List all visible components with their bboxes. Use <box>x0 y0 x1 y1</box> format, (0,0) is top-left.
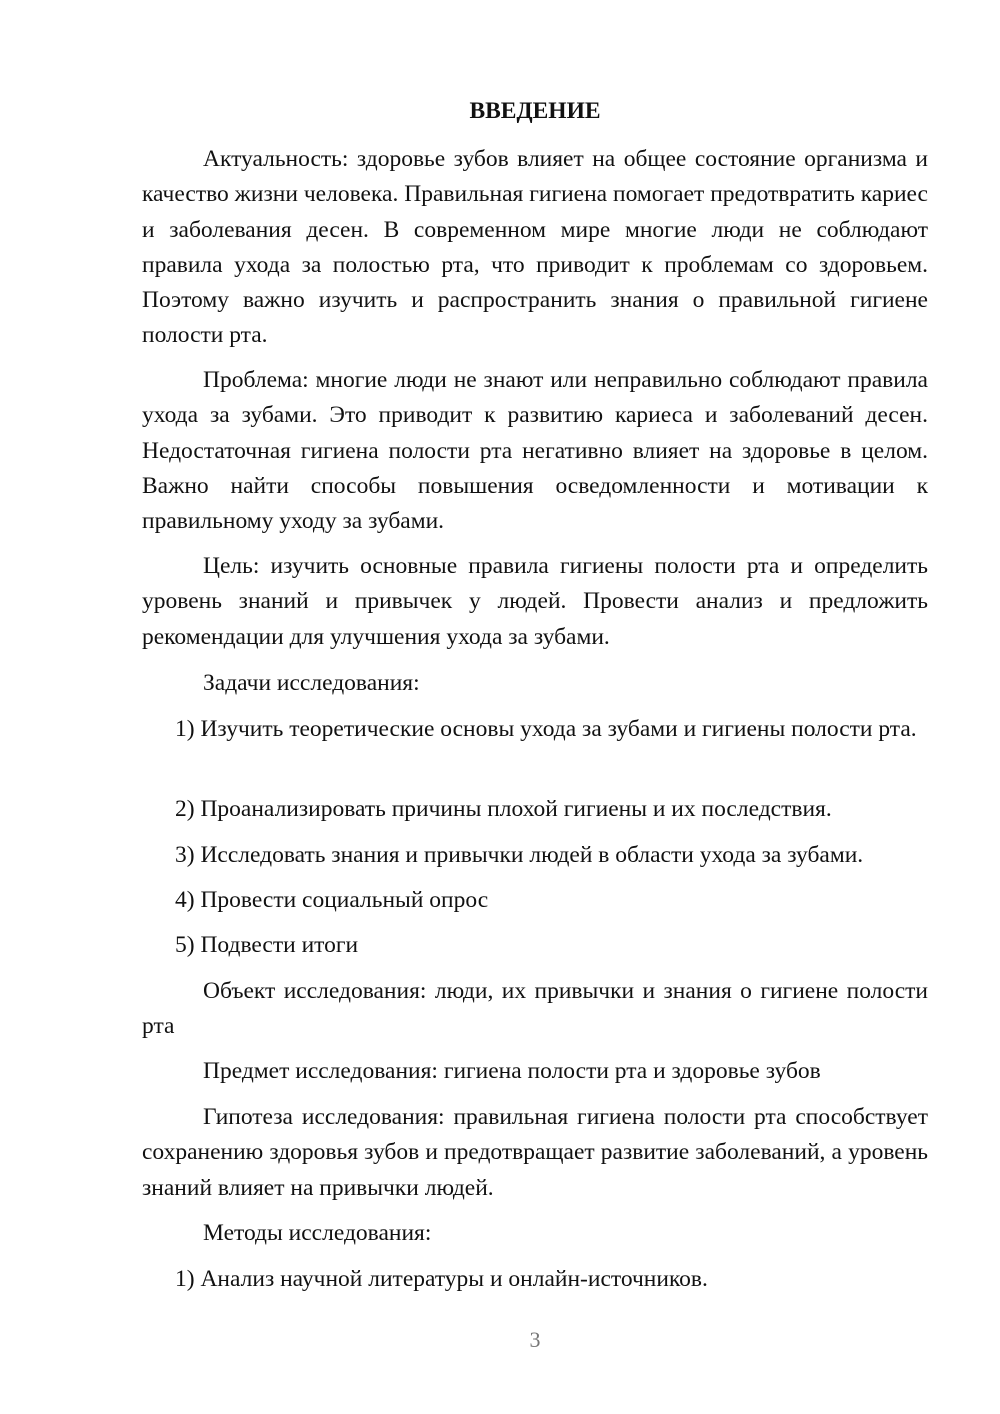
tasks-heading: Задачи исследования: <box>203 670 420 696</box>
methods-heading: Методы исследования: <box>203 1220 432 1246</box>
goal-paragraph: Цель: изучить основные правила гигиены полости рта и определить уровень знаний и привычек у людей. Провести анализ и предложить рекомендации для улучшения ухода за зубами. <box>142 553 928 650</box>
method-item: 1) Анализ научной литературы и онлайн-источников. <box>175 1266 708 1292</box>
problem-paragraph: Проблема: многие люди не знают или неправильно соблюдают правила ухода за зубами. Это приводит к развитию кариеса и заболеваний десен. Недостаточная гигиена полости рта негативно влияет на здоровье в целом. Важно найти способы повышения осведомленности и мотивации к правильному уходу за зубами. <box>142 367 928 535</box>
subject-paragraph: Предмет исследования: гигиена полости рта и здоровье зубов <box>203 1058 821 1084</box>
page-title: ВВЕДЕНИЕ <box>469 98 601 124</box>
task-item: 2) Проанализировать причины плохой гигиены и их последствия. <box>175 796 832 822</box>
task-item: 1) Изучить теоретические основы ухода за зубами и гигиены полости рта. <box>175 716 917 742</box>
hypothesis-paragraph: Гипотеза исследования: правильная гигиена полости рта способствует сохранению здоровья зубов и предотвращает развитие заболеваний, а уровень знаний влияет на привычки людей. <box>142 1104 928 1201</box>
relevance-paragraph: Актуальность: здоровье зубов влияет на общее состояние организма и качество жизни человека. Правильная гигиена помогает предотвратить кариес и заболевания десен. В современном мире многие люди не соблюдают правила ухода за полостью рта, что приводит к проблемам со здоровьем. Поэтому важно изучить и распространить знания о правильной гигиене полости рта. <box>142 146 928 349</box>
object-paragraph: Объект исследования: люди, их привычки и знания о гигиене полости рта <box>142 978 928 1040</box>
task-item: 4) Провести социальный опрос <box>175 887 489 913</box>
task-item: 5) Подвести итоги <box>175 932 359 958</box>
page-number: 3 <box>529 1327 541 1352</box>
task-item: 3) Исследовать знания и привычки людей в области ухода за зубами. <box>175 842 864 868</box>
